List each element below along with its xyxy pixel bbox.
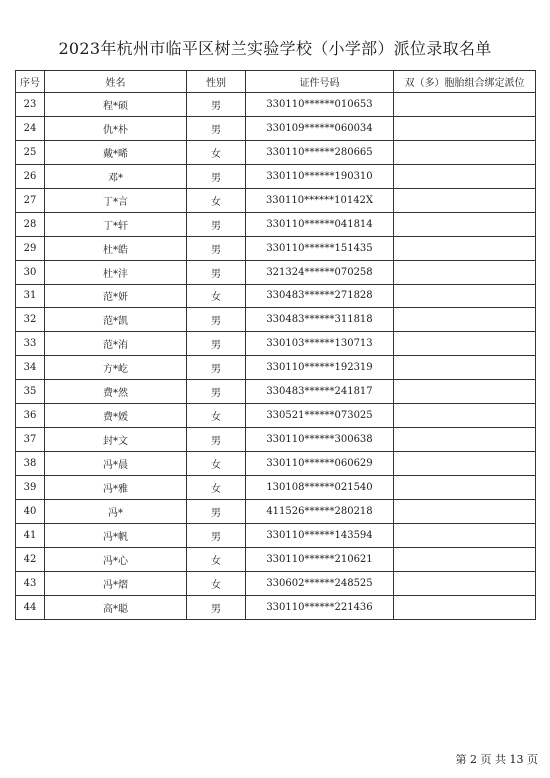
cell-id-number: 330109******060034	[246, 116, 394, 140]
cell-gender: 女	[187, 140, 246, 164]
cell-gender: 女	[187, 188, 246, 212]
cell-gender: 男	[187, 260, 246, 284]
cell-twin-binding	[394, 260, 536, 284]
cell-twin-binding	[394, 164, 536, 188]
cell-id-number: 321324******070258	[246, 260, 394, 284]
table-row	[16, 236, 536, 260]
cell-gender: 男	[187, 308, 246, 332]
cell-id-number: 330110******143594	[246, 523, 394, 547]
cell-twin-binding	[394, 523, 536, 547]
cell-number: 40	[16, 499, 45, 523]
table-row	[16, 212, 536, 236]
cell-name: 冯*雅	[45, 476, 187, 500]
cell-gender: 男	[187, 212, 246, 236]
cell-twin-binding	[394, 571, 536, 595]
table-row	[16, 164, 536, 188]
cell-name: 冯*帆	[45, 523, 187, 547]
cell-gender: 男	[187, 332, 246, 356]
cell-number: 27	[16, 188, 45, 212]
cell-id-number: 330483******241817	[246, 380, 394, 404]
cell-id-number: 130108******021540	[246, 476, 394, 500]
table-row	[16, 523, 536, 547]
cell-number: 36	[16, 404, 45, 428]
cell-name: 戴*晞	[45, 140, 187, 164]
cell-number: 24	[16, 116, 45, 140]
cell-twin-binding	[394, 380, 536, 404]
cell-gender: 男	[187, 595, 246, 619]
cell-twin-binding	[394, 116, 536, 140]
cell-number: 42	[16, 547, 45, 571]
cell-id-number: 330110******060629	[246, 452, 394, 476]
cell-name: 丁*轩	[45, 212, 187, 236]
table-row	[16, 93, 536, 117]
cell-twin-binding	[394, 188, 536, 212]
cell-id-number: 330103******130713	[246, 332, 394, 356]
cell-number: 23	[16, 93, 45, 117]
cell-twin-binding	[394, 308, 536, 332]
table-row	[16, 499, 536, 523]
cell-twin-binding	[394, 356, 536, 380]
cell-twin-binding	[394, 428, 536, 452]
cell-name: 封*文	[45, 428, 187, 452]
cell-gender: 女	[187, 284, 246, 308]
cell-number: 31	[16, 284, 45, 308]
cell-name: 方*屹	[45, 356, 187, 380]
cell-number: 33	[16, 332, 45, 356]
cell-name: 丁*言	[45, 188, 187, 212]
cell-gender: 男	[187, 380, 246, 404]
cell-name: 冯*熠	[45, 571, 187, 595]
cell-gender: 男	[187, 499, 246, 523]
table-row	[16, 332, 536, 356]
cell-number: 41	[16, 523, 45, 547]
cell-gender: 男	[187, 428, 246, 452]
cell-gender: 男	[187, 116, 246, 140]
cell-number: 35	[16, 380, 45, 404]
table-body	[16, 93, 536, 620]
cell-number: 26	[16, 164, 45, 188]
cell-id-number: 330110******300638	[246, 428, 394, 452]
cell-number: 38	[16, 452, 45, 476]
cell-id-number: 330602******248525	[246, 571, 394, 595]
cell-twin-binding	[394, 236, 536, 260]
table-row	[16, 452, 536, 476]
cell-id-number: 411526******280218	[246, 499, 394, 523]
table-row	[16, 188, 536, 212]
cell-twin-binding	[394, 332, 536, 356]
cell-id-number: 330110******280665	[246, 140, 394, 164]
cell-id-number: 330110******151435	[246, 236, 394, 260]
cell-name: 范*洧	[45, 332, 187, 356]
cell-number: 29	[16, 236, 45, 260]
table-row	[16, 116, 536, 140]
cell-twin-binding	[394, 212, 536, 236]
table-row	[16, 547, 536, 571]
cell-gender: 女	[187, 476, 246, 500]
cell-gender: 男	[187, 93, 246, 117]
cell-gender: 女	[187, 547, 246, 571]
table-row	[16, 428, 536, 452]
cell-twin-binding	[394, 404, 536, 428]
table-row	[16, 404, 536, 428]
table-row	[16, 140, 536, 164]
cell-name: 邓*	[45, 164, 187, 188]
cell-twin-binding	[394, 140, 536, 164]
cell-name: 高*聪	[45, 595, 187, 619]
cell-id-number: 330110******190310	[246, 164, 394, 188]
cell-name: 杜*皓	[45, 236, 187, 260]
cell-gender: 男	[187, 523, 246, 547]
cell-name: 程*硕	[45, 93, 187, 117]
cell-number: 39	[16, 476, 45, 500]
table-row	[16, 571, 536, 595]
cell-id-number: 330110******10142X	[246, 188, 394, 212]
cell-gender: 男	[187, 164, 246, 188]
cell-number: 44	[16, 595, 45, 619]
cell-gender: 女	[187, 571, 246, 595]
table-row	[16, 380, 536, 404]
cell-name: 冯*晨	[45, 452, 187, 476]
cell-number: 37	[16, 428, 45, 452]
table-row	[16, 284, 536, 308]
cell-twin-binding	[394, 93, 536, 117]
cell-twin-binding	[394, 499, 536, 523]
cell-name: 费*媛	[45, 404, 187, 428]
table-header-row	[16, 71, 536, 93]
column-header-gender: 性别	[187, 71, 246, 93]
cell-name: 冯*	[45, 499, 187, 523]
page-title: 2023年杭州市临平区树兰实验学校（小学部）派位录取名单	[58, 39, 492, 58]
cell-gender: 男	[187, 356, 246, 380]
table-row	[16, 476, 536, 500]
cell-number: 43	[16, 571, 45, 595]
cell-name: 费*然	[45, 380, 187, 404]
cell-name: 范*凯	[45, 308, 187, 332]
cell-id-number: 330110******221436	[246, 595, 394, 619]
admission-roster-table	[15, 70, 536, 620]
cell-number: 32	[16, 308, 45, 332]
cell-id-number: 330483******311818	[246, 308, 394, 332]
cell-twin-binding	[394, 595, 536, 619]
cell-number: 28	[16, 212, 45, 236]
cell-number: 34	[16, 356, 45, 380]
cell-gender: 女	[187, 452, 246, 476]
cell-number: 30	[16, 260, 45, 284]
table-row	[16, 308, 536, 332]
table-row	[16, 356, 536, 380]
cell-twin-binding	[394, 284, 536, 308]
cell-twin-binding	[394, 476, 536, 500]
column-header-id-number: 证件号码	[246, 71, 394, 93]
cell-twin-binding	[394, 547, 536, 571]
cell-name: 仇*朴	[45, 116, 187, 140]
cell-twin-binding	[394, 452, 536, 476]
cell-id-number: 330110******192319	[246, 356, 394, 380]
table-row	[16, 260, 536, 284]
column-header-twin-binding: 双（多）胞胎组合绑定派位	[394, 71, 536, 93]
cell-id-number: 330110******010653	[246, 93, 394, 117]
cell-gender: 女	[187, 404, 246, 428]
cell-name: 冯*心	[45, 547, 187, 571]
table-row	[16, 595, 536, 619]
page-number: 第 2 页 共 13 页	[455, 753, 538, 766]
cell-gender: 男	[187, 236, 246, 260]
cell-number: 25	[16, 140, 45, 164]
cell-id-number: 330110******041814	[246, 212, 394, 236]
cell-id-number: 330521******073025	[246, 404, 394, 428]
cell-name: 杜*沣	[45, 260, 187, 284]
cell-id-number: 330110******210621	[246, 547, 394, 571]
cell-id-number: 330483******271828	[246, 284, 394, 308]
column-header-name: 姓名	[45, 71, 187, 93]
cell-name: 范*妍	[45, 284, 187, 308]
column-header-number: 序号	[16, 71, 45, 93]
